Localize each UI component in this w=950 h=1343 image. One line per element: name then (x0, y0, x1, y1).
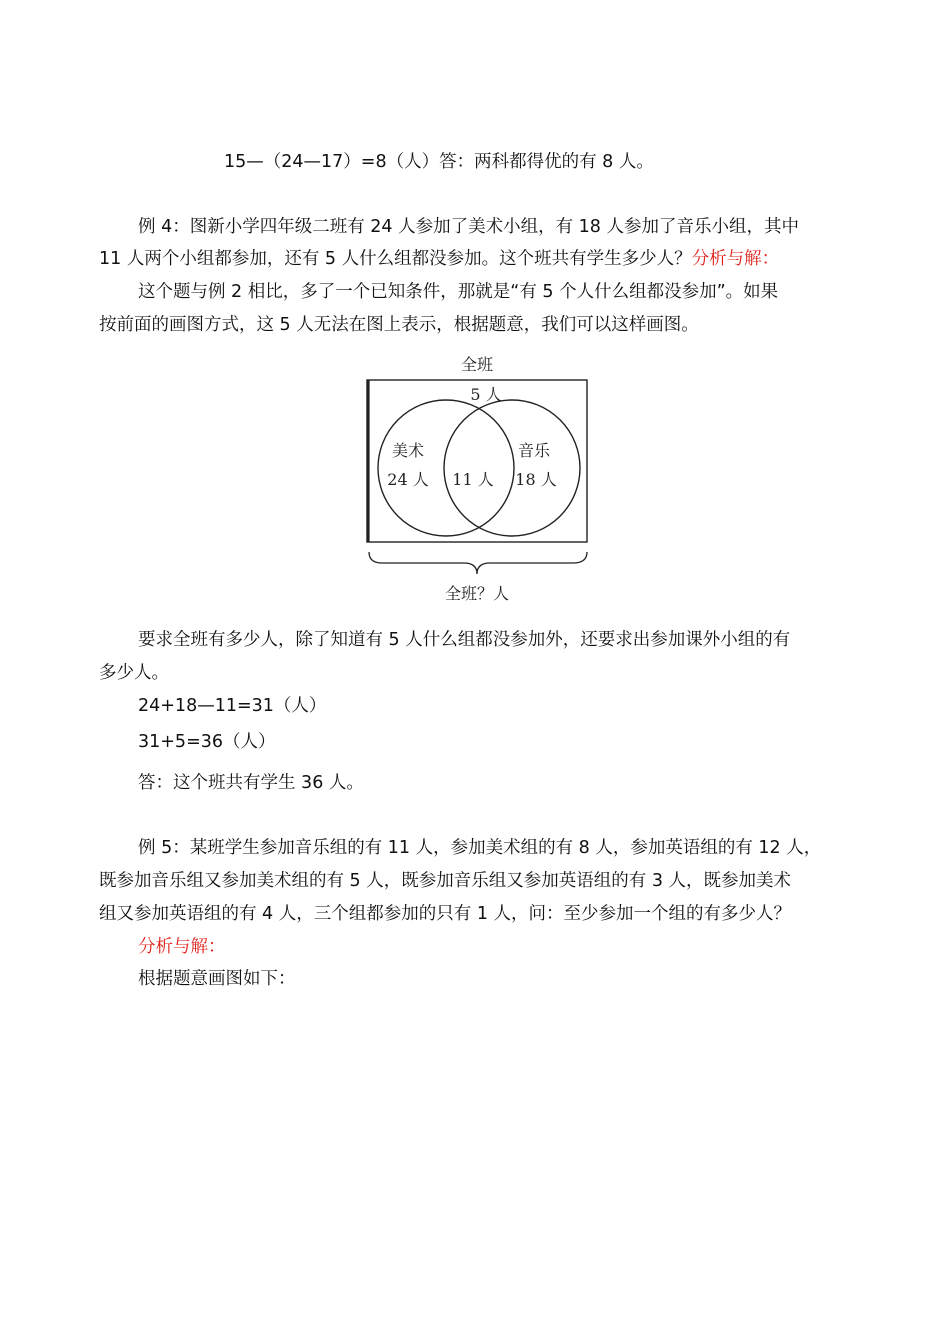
venn-title: 全班 (460, 355, 494, 374)
venn-music-label: 音乐 (517, 441, 551, 460)
solution4-line1: 要求全班有多少人，除了知道有 5 人什么组都没参加外，还要求出参加课外小组的有 (138, 630, 791, 650)
example5-line4: 根据题意画图如下： (138, 969, 296, 989)
example4-line4: 按前面的画图方式，这 5 人无法在图上表示，根据题意，我们可以这样画图。 (99, 315, 699, 335)
analysis-heading-4: 分析与解： (691, 249, 780, 269)
venn-music-count: 18 人 (515, 470, 557, 489)
solution4-answer: 答：这个班共有学生 36 人。 (138, 773, 364, 793)
venn-art-label: 美术 (391, 441, 425, 460)
example4-line2 (99, 247, 779, 271)
example4-question: 11 人两个小组都参加，还有 5 人什么组都没参加。这个班共有学生多少人？ (99, 249, 692, 269)
example4-line1: 例 4：图新小学四年级二班有 24 人参加了美术小组，有 18 人参加了音乐小组，其中 (138, 217, 799, 237)
solution4-eq1: 24+18—11=31（人） (138, 696, 327, 716)
venn-outside-count: 5 人 (470, 385, 502, 404)
venn-both-count: 11 人 (452, 470, 494, 489)
venn-circle-art (378, 400, 514, 536)
analysis-heading-5: 分析与解： (138, 937, 226, 957)
venn-art-count: 24 人 (387, 470, 429, 489)
venn-bottom-label: 全班？人 (444, 584, 510, 603)
example5-line2: 既参加音乐组又参加美术组的有 5 人，既参加音乐组又参加英语组的有 3 人，既参加美术 (99, 871, 792, 891)
calc-line-top: 15—（24—17）=8（人）答：两科都得优的有 8 人。 (224, 152, 654, 172)
venn-diagram (360, 350, 600, 610)
example5-line3: 组又参加英语组的有 4 人，三个组都参加的只有 1 人，问：至少参加一个组的有多少人？ (99, 904, 792, 924)
venn-bottom-brace (369, 552, 587, 574)
venn-circle-music (444, 400, 580, 536)
solution4-eq2: 31+5=36（人） (138, 732, 276, 752)
solution4-line2: 多少人。 (99, 663, 169, 683)
example4-line3: 这个题与例 2 相比，多了一个已知条件，那就是“有 5 个人什么组都没参加”。如果 (138, 282, 779, 302)
example5-line1: 例 5：某班学生参加音乐组的有 11 人，参加美术组的有 8 人，参加英语组的有 12 人， (138, 838, 822, 858)
